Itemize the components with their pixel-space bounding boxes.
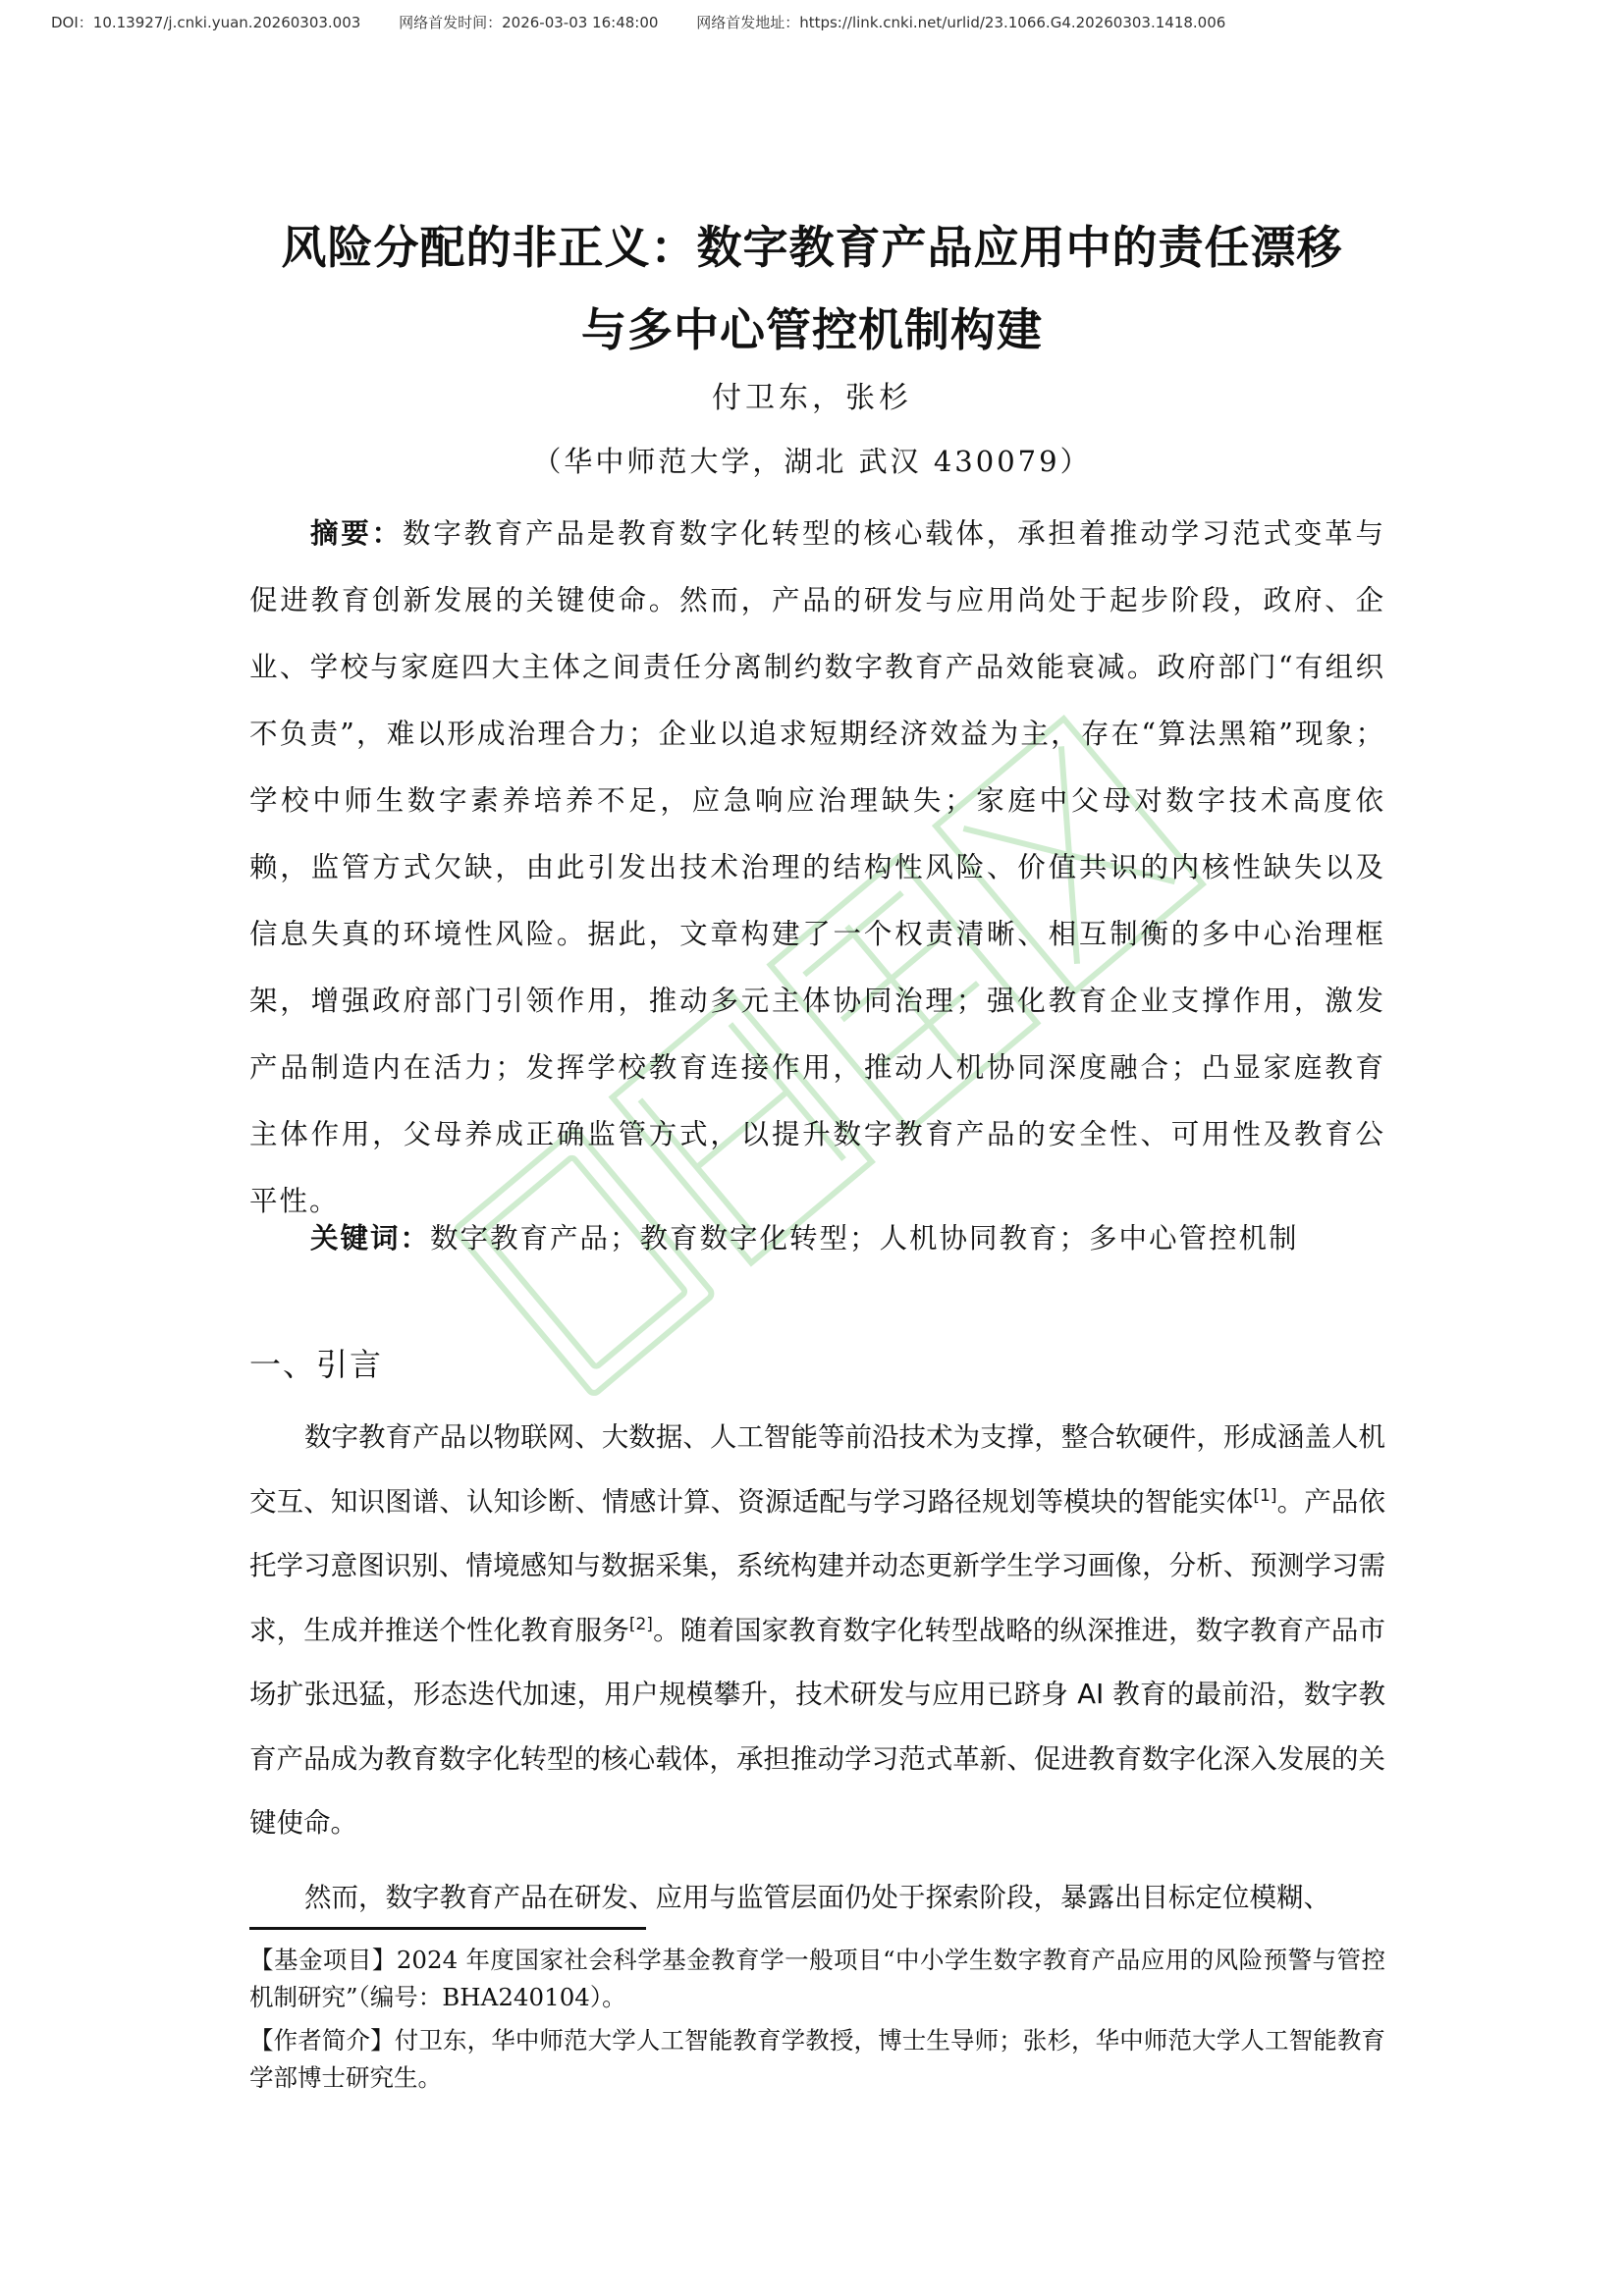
- paragraph: [249, 1406, 1385, 1856]
- citation-1[interactable]: [1]: [1253, 1485, 1277, 1506]
- publish-time-text: 网络首发时间：2026-03-03 16:48:00: [399, 14, 659, 31]
- citation-2[interactable]: [2]: [628, 1614, 653, 1634]
- abstract-text: 数字教育产品是教育数字化转型的核心载体，承担着推动学习范式变革与促进教育创新发展的关键使命。然而，产品的研发与应用尚处于起步阶段，政府、企业、学校与家庭四大主体之间责任分离制约数字教育产品效能衰减。政府部门“有组织不负责”，难以形成治理合力；企业以追求短期经济效益为主，存在“算法黑箱”现象；学校中师生数字素养培养不足，应急响应治理缺失；家庭中父母对数字技术高度依赖，监管方式欠缺，由此引发出技术治理的结构性风险、价值共识的内核性缺失以及信息失真的环境性风险。据此，文章构建了一个权责清晰、相互制衡的多中心治理框架，增强政府部门引领作用，推动多元主体协同治理；强化教育企业支撑作用，激发产品制造内在活力；发挥学校教育连接作用，推动人机协同深度融合；凸显家庭教育主体作用，父母养成正确监管方式，以提升数字教育产品的安全性、可用性及教育公平性。: [249, 517, 1385, 1217]
- publish-url-text: 网络首发地址：https://link.cnki.net/urlid/23.1066.G4.20260303.1418.006: [696, 14, 1226, 31]
- keywords-label: 关键词：: [310, 1222, 431, 1255]
- paragraph: 然而，数字教育产品在研发、应用与监管层面仍处于探索阶段，暴露出目标定位模糊、: [304, 1881, 1330, 1913]
- section-heading: 一、引言: [249, 1346, 384, 1383]
- authors: 付卫东，张杉: [712, 381, 912, 415]
- title-line-2: 与多中心管控机制构建: [581, 303, 1043, 356]
- abstract: [249, 501, 1385, 1235]
- title-line-1: 风险分配的非正义：数字教育产品应用中的责任漂移: [281, 221, 1343, 274]
- footnote-author: 【作者简介】付卫东，华中师范大学人工智能教育学教授，博士生导师；张杉，华中师范大学人工智能教育学部博士研究生。: [249, 2026, 1385, 2092]
- keywords-text: 数字教育产品；教育数字化转型；人机协同教育；多中心管控机制: [430, 1222, 1299, 1255]
- abstract-label: 摘要：: [310, 517, 403, 550]
- paragraph-text: 数字教育产品以物联网、大数据、人工智能等前沿技术为支撑，整合软硬件，形成涵盖人机交互、知识图谱、认知诊断、情感计算、资源适配与学习路径规划等模块的智能实体: [249, 1421, 1385, 1518]
- keywords: [249, 1205, 1385, 1272]
- cnki-header: [51, 12, 1583, 32]
- body-text: [249, 1406, 1385, 1930]
- paper-title: [196, 206, 1428, 371]
- doi-text: DOI：10.13927/j.cnki.yuan.20260303.003: [51, 14, 361, 31]
- paragraph-text: 。产品依托学习意图识别、情境感知与数据采集，系统构建并动态更新学生学习画像，分析、预测学习需求，生成并推送个性化教育服务: [249, 1485, 1386, 1646]
- footnote-divider: [249, 1927, 646, 1930]
- footnotes: [249, 1942, 1385, 2103]
- paragraph-text: 。随着国家教育数字化转型战略的纵深推进，数字教育产品市场扩张迅猛，形态迭代加速，用户规模攀升，技术研发与应用已跻身 AI 教育的最前沿，数字教育产品成为教育数字化转型的核心载体，承担推动学习范式革新、促进教育数字化深入发展的关键使命。: [249, 1614, 1386, 1839]
- affiliation: （华中师范大学，湖北 武汉 430079）: [532, 445, 1092, 478]
- footnote-fund: 【基金项目】2024 年度国家社会科学基金教育学一般项目“中小学生数字教育产品应用的风险预警与管控机制研究”（编号：BHA240104）。: [249, 1946, 1385, 2011]
